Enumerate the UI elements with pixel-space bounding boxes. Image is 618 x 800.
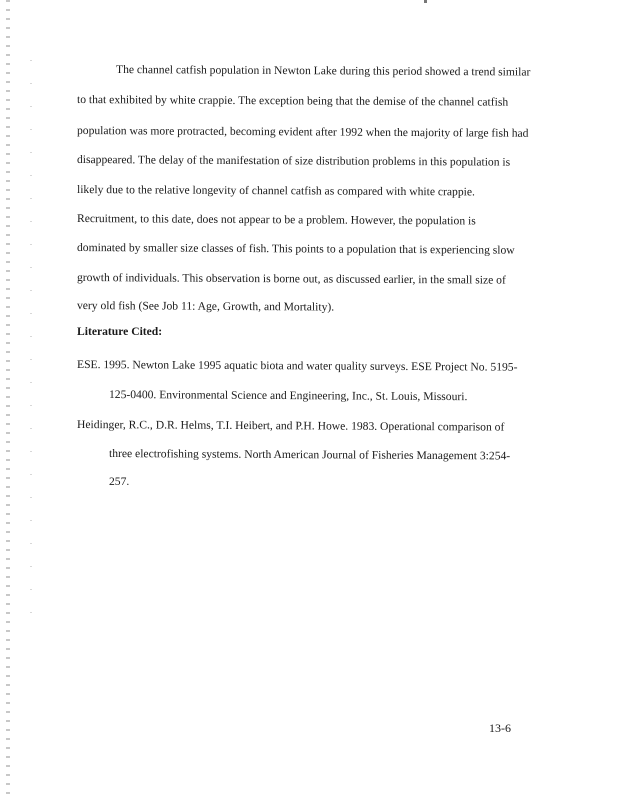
reference-continuation: three electrofishing systems. North American Journal of Fisheries Management 3:254- bbox=[108, 447, 511, 463]
paragraph-line: disappeared. The delay of the manifestation of size distribution problems in this population is bbox=[76, 153, 511, 169]
scan-noise-marks bbox=[30, 60, 32, 620]
reference-entry: Heidinger, R.C., D.R. Helms, T.I. Heibert, and P.H. Howe. 1983. Operational comparison of bbox=[76, 418, 505, 434]
paragraph-line: likely due to the relative longevity of channel catfish as compared with white crappie. bbox=[76, 183, 475, 199]
literature-cited-heading: Literature Cited: bbox=[77, 325, 163, 338]
reference-continuation: 257. bbox=[109, 475, 130, 488]
paragraph-line: growth of individuals. This observation is borne out, as discussed earlier, in the small size of bbox=[76, 271, 506, 287]
scan-speck bbox=[424, 0, 427, 3]
reference-continuation: 125-0400. Environmental Science and Engineering, Inc., St. Louis, Missouri. bbox=[108, 388, 468, 404]
reference-entry: ESE. 1995. Newton Lake 1995 aquatic biota and water quality surveys. ESE Project No. 5195- bbox=[76, 358, 518, 374]
scan-edge-marks bbox=[6, 0, 10, 800]
paragraph-line: Recruitment, to this date, does not appear to be a problem. However, the population is bbox=[76, 212, 476, 228]
paragraph-line: to that exhibited by white crappie. The exception being that the demise of the channel catfish bbox=[76, 93, 509, 109]
paragraph-line: very old fish (See Job 11: Age, Growth, and Mortality). bbox=[76, 299, 335, 314]
paragraph-line: The channel catfish population in Newton Lake during this period showed a trend similar bbox=[115, 63, 531, 79]
paragraph-line: dominated by smaller size classes of fish. This points to a population that is experiencing slow bbox=[76, 241, 515, 257]
page-number: 13-6 bbox=[489, 721, 511, 735]
paragraph-line: population was more protracted, becoming evident after 1992 when the majority of large fish had bbox=[76, 124, 529, 140]
